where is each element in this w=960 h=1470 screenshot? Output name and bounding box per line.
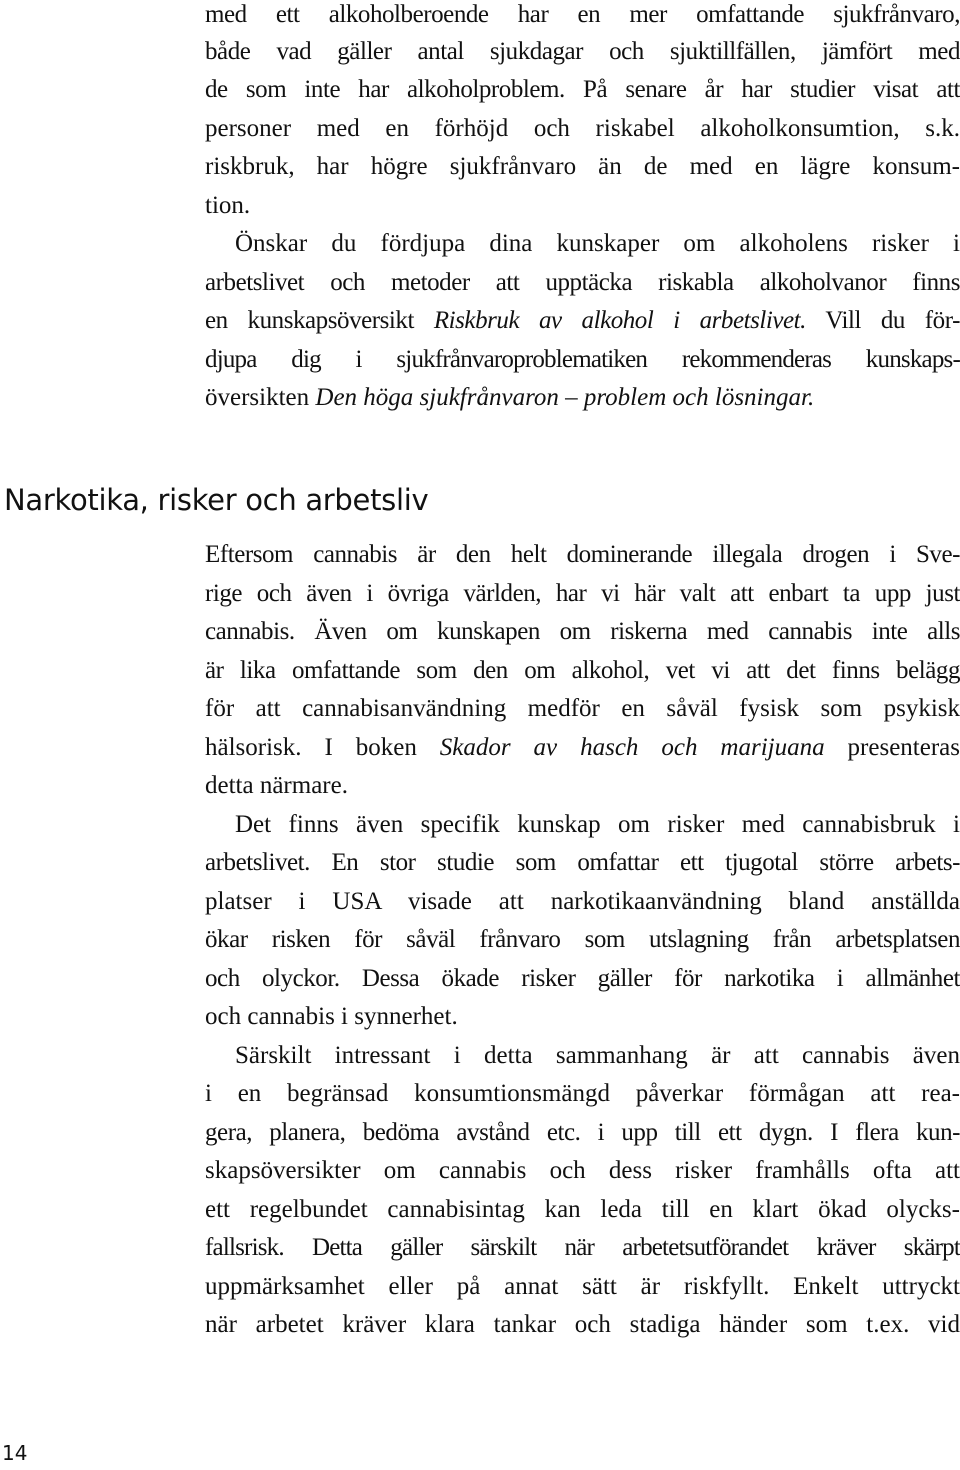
- body-text-line: och cannabis i synnerhet.: [205, 1003, 458, 1030]
- body-text-line: uppmärksamhet eller på annat sätt är riskfyllt. Enkelt uttryckt: [205, 1273, 960, 1300]
- body-text-line: platser i USA visade att narkotikaanvändning bland anställda: [205, 888, 960, 915]
- body-text-line: personer med en förhöjd och riskabel alkoholkonsumtion, s.k.: [205, 115, 960, 142]
- body-text-line: för att cannabisanvändning medför en såväl fysisk som psykisk: [205, 695, 960, 722]
- body-text-line: [205, 383, 960, 413]
- body-text-line: Önskar du fördjupa dina kunskaper om alkoholens risker i: [235, 230, 960, 257]
- body-text-line: skapsöversikter om cannabis och dess risker framhålls ofta att: [205, 1157, 960, 1184]
- body-text-line: cannabis. Även om kunskapen om riskerna med cannabis inte alls: [205, 618, 960, 645]
- book-title: Den höga sjukfrånvaron – problem och lösningar.: [315, 384, 815, 411]
- body-text-line: och olyckor. Dessa ökade risker gäller för narkotika i allmänhet: [205, 965, 960, 992]
- body-text-line: ett regelbundet cannabisintag kan leda till en klart ökad olycks-: [205, 1196, 960, 1223]
- body-text-line: arbetslivet. En stor studie som omfattar ett tjugotal större arbets-: [205, 849, 960, 876]
- body-text-line: i en begränsad konsumtionsmängd påverkar förmågan att rea-: [205, 1080, 960, 1107]
- body-text-line: Särskilt intressant i detta sammanhang är att cannabis även: [235, 1042, 960, 1069]
- section-heading: Narkotika, risker och arbetsliv: [4, 483, 429, 517]
- body-text-line: gera, planera, bedöma avstånd etc. i upp till ett dygn. I flera kun-: [205, 1119, 960, 1146]
- body-text-line: Eftersom cannabis är den helt dominerande illegala drogen i Sve-: [205, 541, 960, 568]
- body-text-line: är lika omfattande som den om alkohol, vet vi att det finns belägg: [205, 657, 960, 684]
- body-text-line: de som inte har alkoholproblem. På senare år har studier visat att: [205, 76, 960, 103]
- page-number: 14: [2, 1441, 28, 1465]
- body-text-line: ökar risken för såväl frånvaro som utslagning från arbetsplatsen: [205, 926, 960, 953]
- body-text-line: fallsrisk. Detta gäller särskilt när arbetetsutförandet kräver skärpt: [205, 1234, 960, 1261]
- body-text-line: tion.: [205, 192, 251, 219]
- body-text-line: [205, 306, 960, 336]
- text-run: presenteras: [824, 734, 960, 761]
- body-text-line: riskbruk, har högre sjukfrånvaro än de med en lägre konsum-: [205, 153, 960, 180]
- body-text-line: detta närmare.: [205, 772, 348, 799]
- text-run: Vill du för-: [805, 307, 960, 334]
- body-text-line: [205, 733, 960, 763]
- body-text-line: när arbetet kräver klara tankar och stadiga händer som t.ex. vid: [205, 1311, 960, 1338]
- body-text-line: Det finns även specifik kunskap om risker med cannabisbruk i: [235, 811, 960, 838]
- text-run: en kunskapsöversikt: [205, 307, 434, 334]
- text-run: hälsorisk. I boken: [205, 734, 440, 761]
- body-text-line: djupa dig i sjukfrånvaroproblematiken rekommenderas kunskaps-: [205, 346, 960, 373]
- book-title: Skador av hasch och marijuana: [439, 734, 825, 761]
- body-text-line: med ett alkoholberoende har en mer omfattande sjukfrånvaro,: [205, 1, 960, 28]
- body-text-line: både vad gäller antal sjukdagar och sjuktillfällen, jämfört med: [205, 38, 960, 65]
- body-text-line: rige och även i övriga världen, har vi här valt att enbart ta upp just: [205, 580, 960, 607]
- body-text-line: arbetslivet och metoder att upptäcka riskabla alkoholvanor finns: [205, 269, 960, 296]
- book-title: Riskbruk av alkohol i arbetslivet.: [433, 307, 806, 334]
- text-run: översikten: [205, 384, 316, 411]
